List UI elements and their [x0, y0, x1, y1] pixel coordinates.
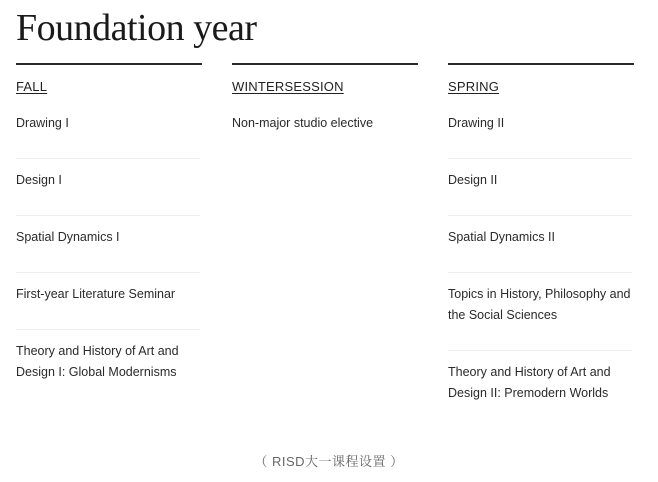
- course-item: Topics in History, Philosophy and the Social Sciences: [448, 273, 632, 351]
- course-item: Spatial Dynamics II: [448, 216, 632, 273]
- column-header-fall[interactable]: FALL: [16, 79, 48, 94]
- course-item: Theory and History of Art and Design I: Global Modernisms: [16, 344, 179, 379]
- column-fall: [16, 63, 202, 407]
- course-item: Theory and History of Art and Design II: Premodern Worlds: [448, 365, 611, 400]
- course-item: Drawing II: [448, 102, 632, 159]
- course-item: Design I: [16, 159, 200, 216]
- course-item: Design II: [448, 159, 632, 216]
- course-item: First-year Literature Seminar: [16, 273, 200, 330]
- column-divider: [16, 63, 202, 65]
- course-list-wintersession: [232, 102, 418, 158]
- column-header-wintersession[interactable]: WINTERSESSION: [232, 79, 344, 94]
- image-caption: （ RISD大一课程设置 ）: [254, 454, 404, 469]
- column-spring: [448, 63, 634, 428]
- column-divider: [232, 63, 418, 65]
- page-title: Foundation year: [16, 7, 257, 49]
- course-list-spring: [448, 102, 634, 428]
- column-divider: [448, 63, 634, 65]
- course-item: Drawing I: [16, 102, 200, 159]
- course-list-fall: [16, 102, 202, 407]
- column-header-spring[interactable]: SPRING: [448, 79, 500, 94]
- course-item: Spatial Dynamics I: [16, 216, 200, 273]
- course-item: Non-major studio elective: [232, 116, 374, 130]
- column-wintersession: [232, 63, 418, 158]
